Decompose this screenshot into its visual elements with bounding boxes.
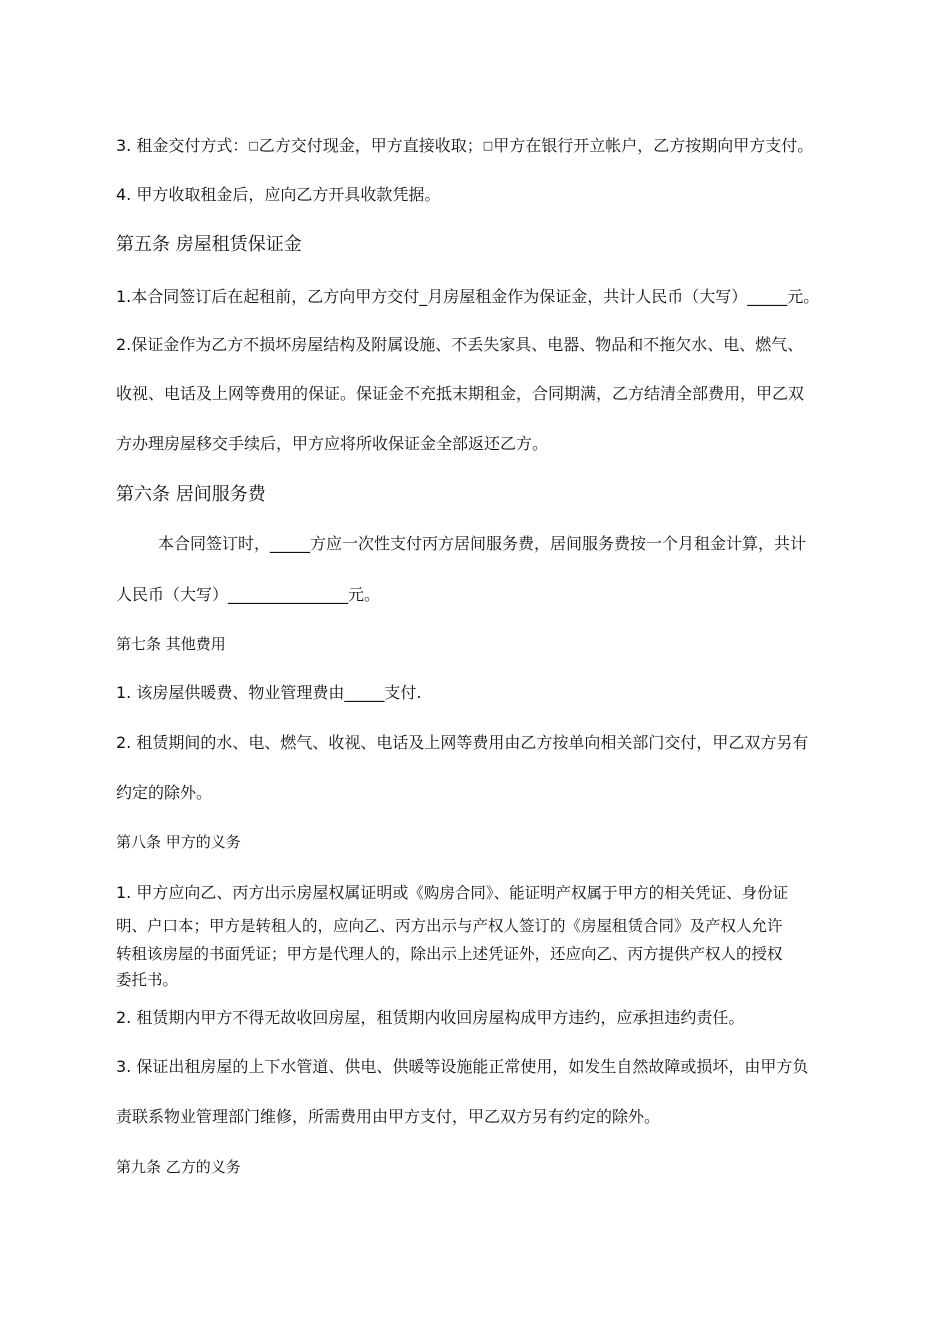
payment-method-label: 3. 租金交付方式： bbox=[116, 136, 249, 155]
article-9-heading: 第九条 乙方的义务 bbox=[116, 1158, 241, 1176]
lessor-duty-2: 2. 租赁期内甲方不得无故收回房屋，租赁期内收回房屋构成甲方违约，应承担违约责任。 bbox=[116, 1008, 745, 1027]
lessor-duty-3-line-2: 责联系物业管理部门维修，所需费用由甲方支付，甲乙双方另有约定的除外。 bbox=[116, 1107, 661, 1126]
deposit-clause-2-line-2: 收视、电话及上网等费用的保证。保证金不充抵末期租金，合同期满，乙方结清全部费用，甲乙双 bbox=[116, 384, 805, 403]
service-fee-line-2: 人民币（大写）_______________元。 bbox=[116, 585, 381, 604]
checkbox-cash-icon: □ bbox=[248, 139, 259, 152]
other-fees-clause-1: 1. 该房屋供暖费、物业管理费由_____支付. bbox=[116, 683, 422, 702]
service-fee-line-1: 本合同签订时，_____方应一次性支付丙方居间服务费，居间服务费按一个月租金计算，共计 bbox=[158, 534, 807, 553]
payment-method-bank: 甲方在银行开立帐户，乙方按期向甲方支付。 bbox=[493, 136, 814, 155]
article-7-heading: 第七条 其他费用 bbox=[116, 635, 226, 653]
lessor-duty-1-sans: 1. 甲方应向乙、丙方出示房屋权属证明或 bbox=[116, 883, 409, 902]
lessor-duty-1-line-4: 委托书。 bbox=[116, 971, 179, 989]
lessor-duty-1-line-3: 转租该房屋的书面凭证；甲方是代理人的，除出示上述凭证外，还应向乙、丙方提供产权人的授权 bbox=[116, 945, 783, 963]
other-fees-clause-2-line-1: 2. 租赁期间的水、电、燃气、收视、电话及上网等费用由乙方按单向相关部门交付，甲乙双方另有 bbox=[116, 733, 809, 752]
lessor-duty-1-line-2: 明、户口本；甲方是转租人的，应向乙、丙方出示与产权人签订的《房屋租赁合同》及产权人允许 bbox=[116, 917, 783, 935]
payment-method-line bbox=[116, 136, 813, 156]
checkbox-bank-icon: □ bbox=[482, 139, 494, 152]
lessor-duty-1-line-1 bbox=[116, 883, 788, 903]
clause-4-receipt: 4. 甲方收取租金后，应向乙方开具收款凭据。 bbox=[116, 185, 441, 204]
payment-method-cash: 乙方交付现金，甲方直接收取； bbox=[258, 136, 483, 155]
article-5-heading: 第五条 房屋租赁保证金 bbox=[116, 234, 302, 255]
deposit-clause-2-line-1: 2.保证金作为乙方不损坏房屋结构及附属设施、不丢失家具、电器、物品和不拖欠水、电、燃气、 bbox=[116, 335, 804, 354]
lessor-duty-3-line-1: 3. 保证出租房屋的上下水管道、供电、供暖等设施能正常使用，如发生自然故障或损坏，由甲方负 bbox=[116, 1057, 809, 1076]
article-8-heading: 第八条 甲方的义务 bbox=[116, 833, 241, 851]
article-6-heading: 第六条 居间服务费 bbox=[116, 484, 266, 505]
deposit-clause-2-line-3: 方办理房屋移交手续后，甲方应将所收保证金全部返还乙方。 bbox=[116, 434, 549, 453]
lessor-duty-1-serif: 《购房合同》、能证明产权属于甲方的相关凭证、身份证 bbox=[408, 884, 789, 902]
other-fees-clause-2-line-2: 约定的除外。 bbox=[116, 783, 213, 802]
deposit-clause-1: 1.本合同签订后在起租前，乙方向甲方交付_月房屋租金作为保证金，共计人民币（大写）_____元。 bbox=[116, 287, 820, 306]
